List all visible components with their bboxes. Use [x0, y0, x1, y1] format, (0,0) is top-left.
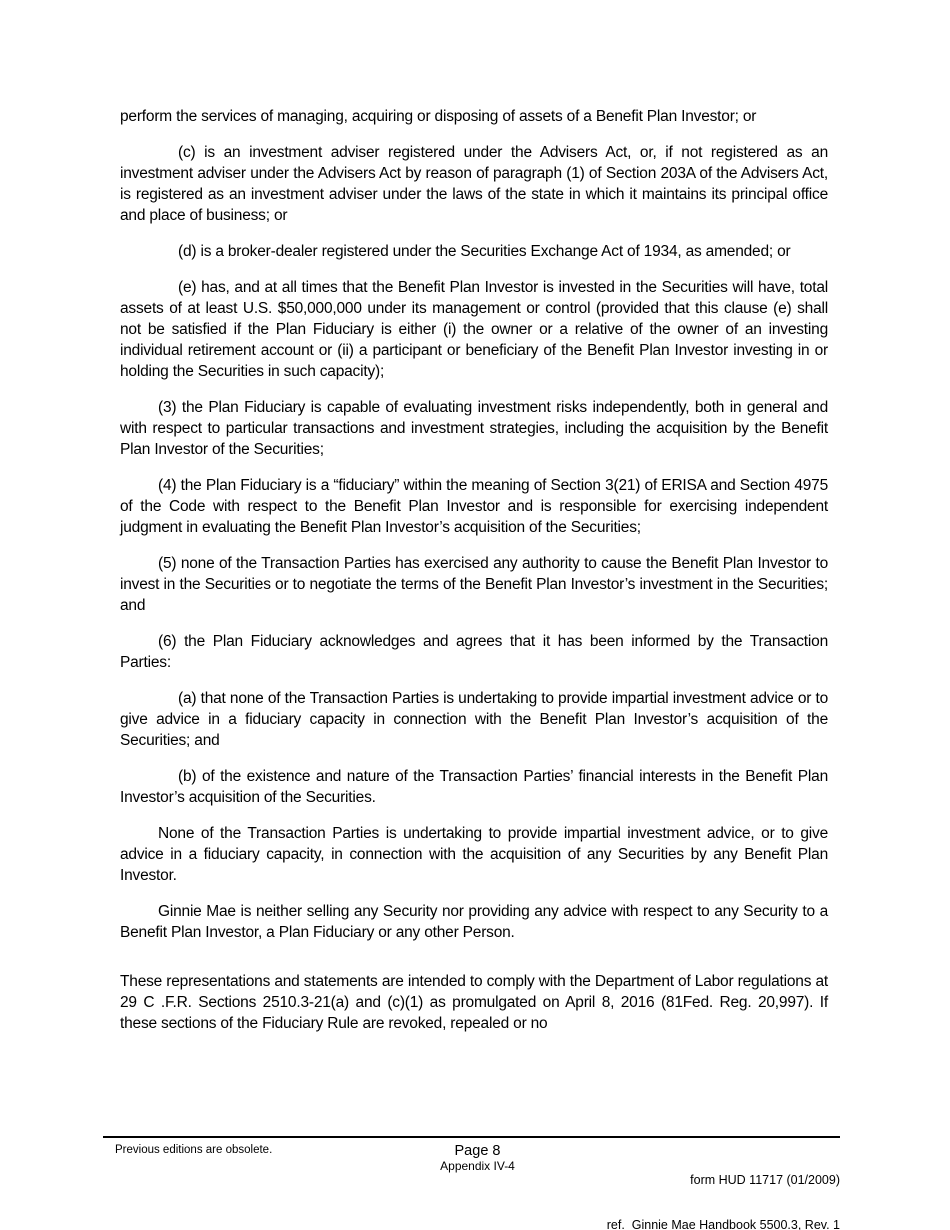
paragraph-item-6: (6) the Plan Fiduciary acknowledges and agrees that it has been informed by the Transaction Parties:: [120, 633, 828, 671]
paragraph-continuation: perform the services of managing, acquiring or disposing of assets of a Benefit Plan Investor; or: [120, 108, 757, 125]
page-number: Page 8: [454, 1143, 501, 1159]
footer-page-block: [368, 1143, 588, 1173]
footer-obsolete-note: Previous editions are obsolete.: [115, 1144, 273, 1156]
paragraph-item-e: (e) has, and at all times that the Benefit Plan Investor is invested in the Securities will have, total assets of at least U.S. $50,000,000 under its management or control (provided that this clause (e) shall not be satisfied if the Plan Fiduciary is either (i) the owner or a relative of the owner of an investing individual retirement account or (ii) a participant or beneficiary of the Benefit Plan Investor investing in or holding the Securities in such capacity);: [120, 279, 828, 380]
handbook-reference: ref. Ginnie Mae Handbook 5500.3, Rev. 1: [606, 1218, 840, 1230]
paragraph-ginnie-mae: Ginnie Mae is neither selling any Security nor providing any advice with respect to any Security to a Benefit Plan Investor, a Plan Fiduciary or any other Person.: [120, 903, 828, 941]
appendix-label: Appendix IV-4: [440, 1159, 515, 1173]
paragraph-item-c: (c) is an investment adviser registered under the Advisers Act, or, if not registered as an investment adviser under the Advisers Act by reason of paragraph (1) of Section 203A of the Advisers Act, is registered as an investment adviser under the laws of the state in which it maintains its principal office and place of business; or: [120, 144, 828, 224]
paragraph-item-5: (5) none of the Transaction Parties has exercised any authority to cause the Benefit Plan Investor to invest in the Securities or to negotiate the terms of the Benefit Plan Investor’s investment in the Securities; and: [120, 555, 828, 614]
page-footer: [103, 1136, 840, 1230]
document-body: [120, 106, 828, 1034]
paragraph-item-a: (a) that none of the Transaction Parties is undertaking to provide impartial investment advice or to give advice in a fiduciary capacity in connection with the Benefit Plan Investor’s acquisition of the Securities; and: [120, 690, 828, 749]
paragraph-none-of-parties: None of the Transaction Parties is undertaking to provide impartial investment advice, or to give advice in a fiduciary capacity, in connection with the acquisition of any Securities by any Benefit Plan Investor.: [120, 825, 828, 884]
footer-divider: [103, 1136, 840, 1138]
form-number: form HUD 11717 (01/2009): [690, 1173, 840, 1187]
paragraph-item-4: (4) the Plan Fiduciary is a “fiduciary” within the meaning of Section 3(21) of ERISA and Section 4975 of the Code with respect to the Benefit Plan Investor and is responsible for exercising independent judgment in evaluating the Benefit Plan Investor’s acquisition of the Securities;: [120, 477, 828, 536]
paragraph-dol-regulations: These representations and statements are intended to comply with the Department of Labor regulations at 29 C .F.R. Sections 2510.3-21(a) and (c)(1) as promulgated on April 8, 2016 (81Fed. Reg. 20,997). If these sections of the Fiduciary Rule are revoked, repealed or no: [120, 973, 828, 1032]
footer-form-block: [588, 1143, 841, 1230]
paragraph-item-d: (d) is a broker-dealer registered under the Securities Exchange Act of 1934, as amended; or: [178, 243, 791, 260]
paragraph-item-3: (3) the Plan Fiduciary is capable of evaluating investment risks independently, both in general and with respect to particular transactions and investment strategies, including the acquisition by the Benefit Plan Investor of the Securities;: [120, 399, 828, 458]
paragraph-item-b: (b) of the existence and nature of the Transaction Parties’ financial interests in the Benefit Plan Investor’s acquisition of the Securities.: [120, 768, 828, 806]
